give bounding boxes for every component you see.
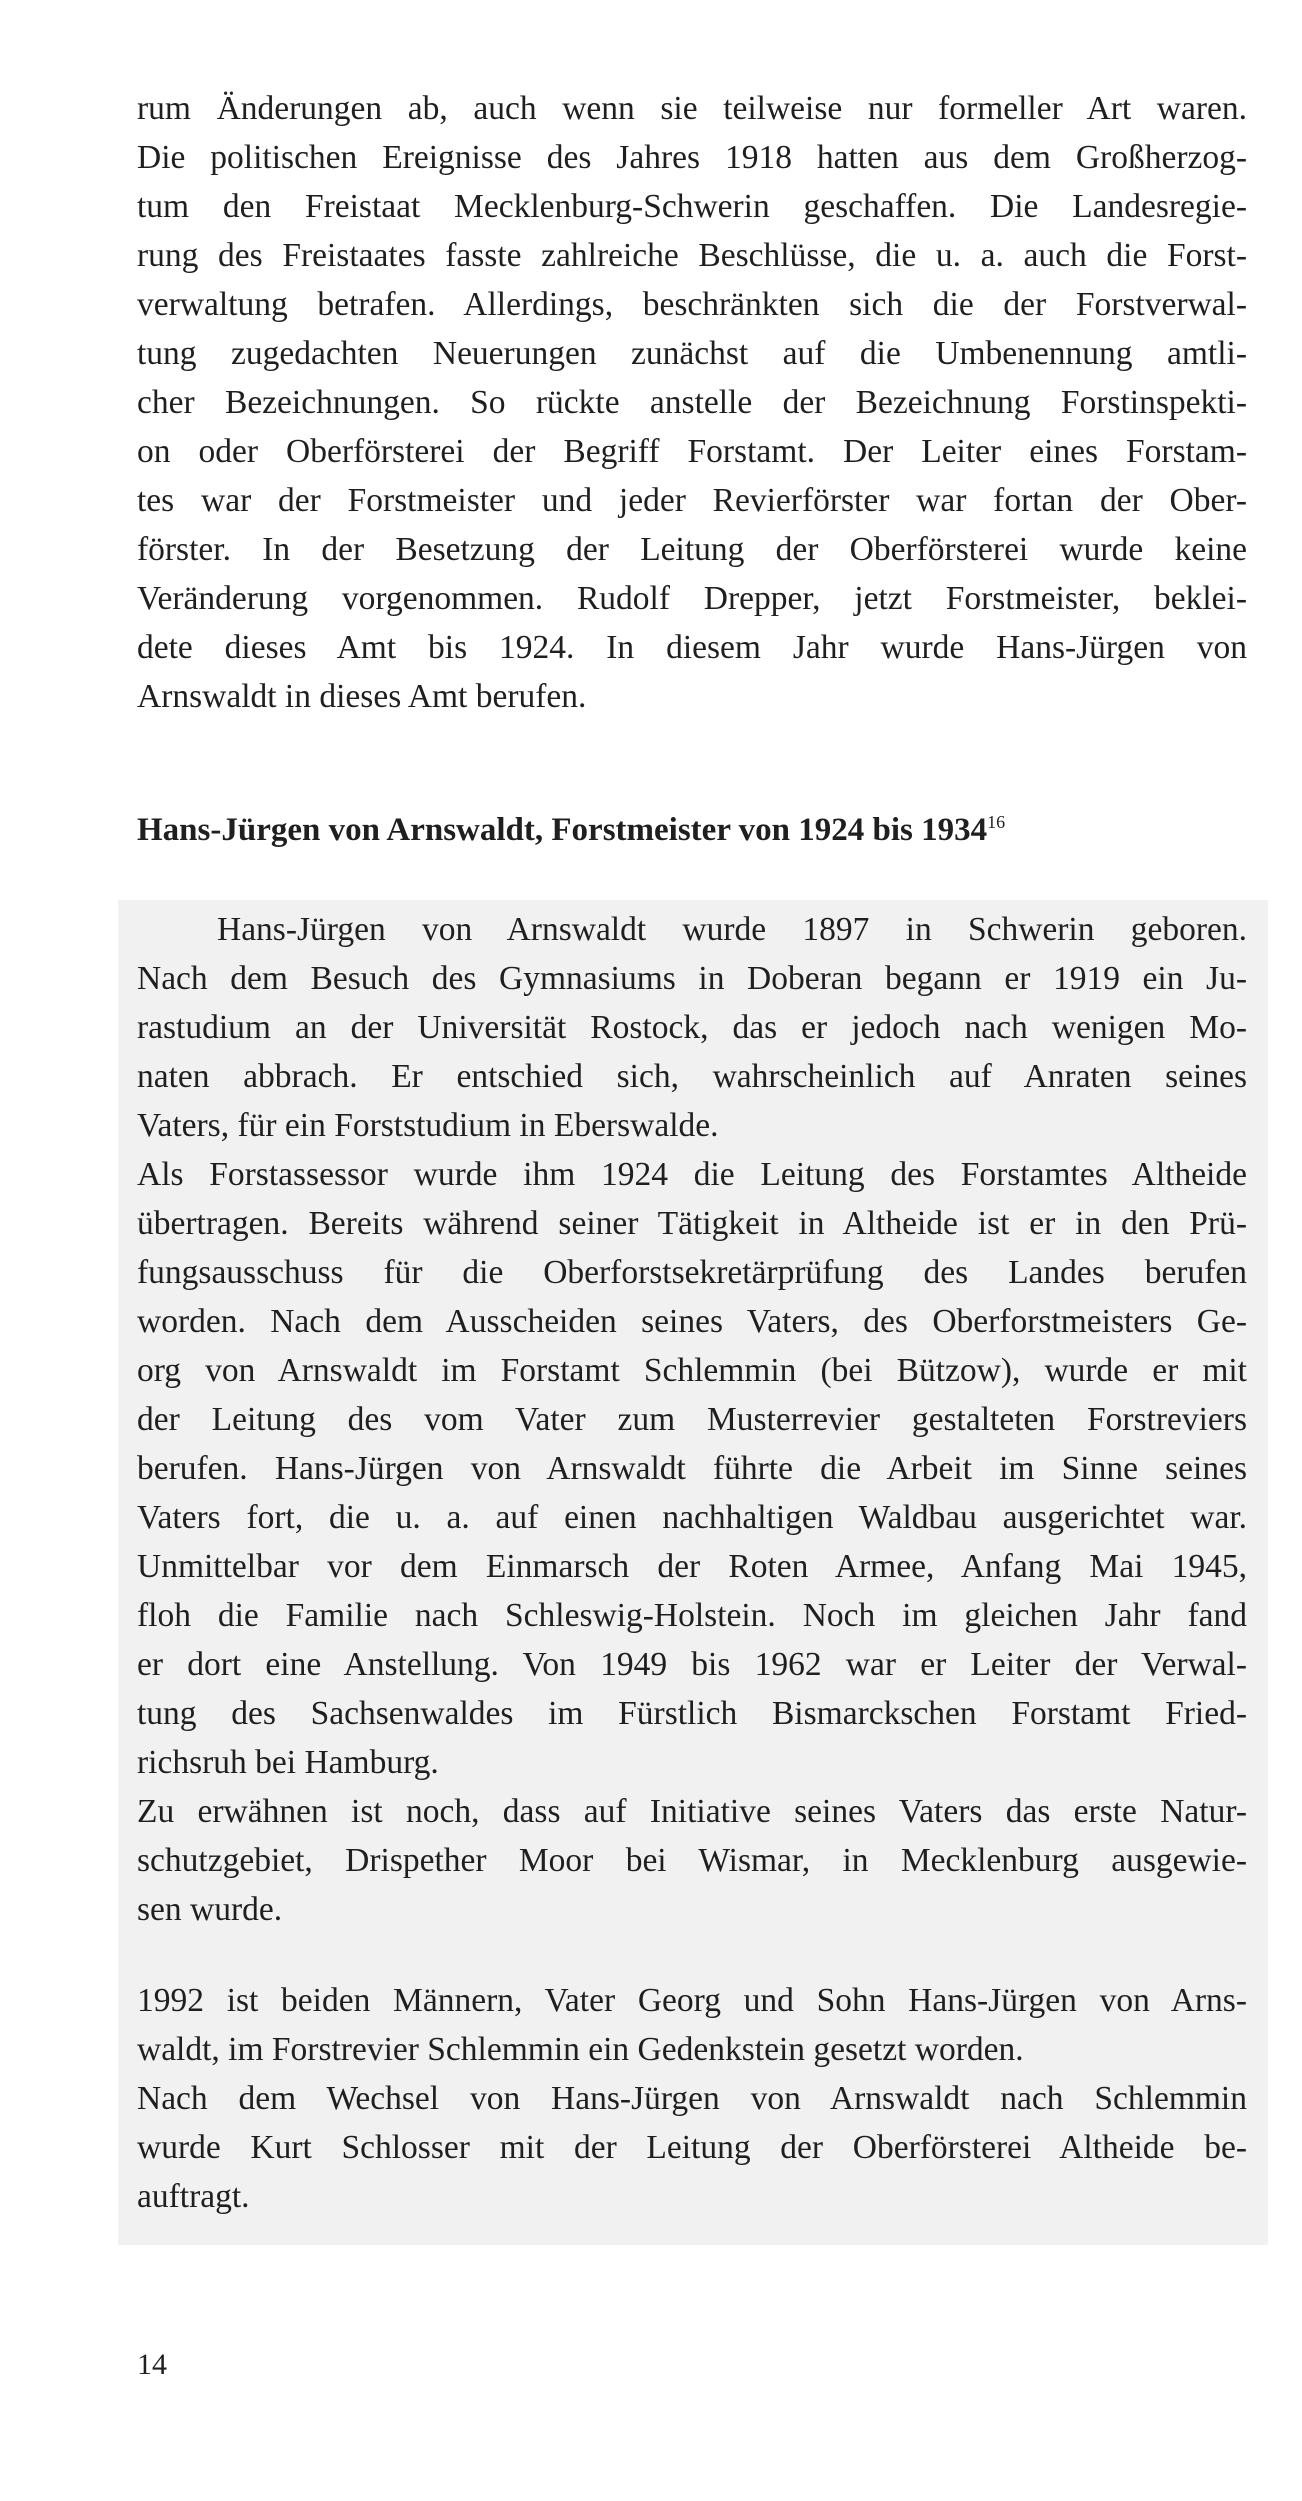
text-line: schutzgebiet, Drispether Moor bei Wismar, in Mecklenburg ausgewie- xyxy=(137,1842,1247,1879)
text-line: auftragt. xyxy=(137,2178,250,2215)
text-line: wurde Kurt Schlosser mit der Leitung der Oberförsterei Altheide be- xyxy=(137,2129,1247,2166)
text-line: rastudium an der Universität Rostock, das er jedoch nach wenigen Mo- xyxy=(137,1009,1247,1046)
text-line: sen wurde. xyxy=(137,1891,283,1928)
text-line: rum Änderungen ab, auch wenn sie teilweise nur formeller Art waren. xyxy=(137,90,1247,127)
text-line: Vaters, für ein Forststudium in Eberswalde. xyxy=(137,1107,719,1144)
section-heading xyxy=(137,808,1005,852)
text-line: richsruh bei Hamburg. xyxy=(137,1744,439,1781)
text-line: Veränderung vorgenommen. Rudolf Drepper, jetzt Forstmeister, beklei- xyxy=(137,580,1247,617)
text-line: Vaters fort, die u. a. auf einen nachhaltigen Waldbau ausgerichtet war. xyxy=(137,1499,1247,1536)
text-line: fungsausschuss für die Oberforstsekretärprüfung des Landes berufen xyxy=(137,1254,1247,1291)
text-line: worden. Nach dem Ausscheiden seines Vaters, des Oberforstmeisters Ge- xyxy=(137,1303,1247,1340)
text-line: naten abbrach. Er entschied sich, wahrscheinlich auf Anraten seines xyxy=(137,1058,1247,1095)
text-line: Zu erwähnen ist noch, dass auf Initiative seines Vaters das erste Natur- xyxy=(137,1793,1247,1830)
text-line: on oder Oberförsterei der Begriff Forstamt. Der Leiter eines Forstam- xyxy=(137,433,1247,470)
text-line: er dort eine Anstellung. Von 1949 bis 1962 war er Leiter der Verwal- xyxy=(137,1646,1247,1683)
text-line: förster. In der Besetzung der Leitung der Oberförsterei wurde keine xyxy=(137,531,1247,568)
text-line: waldt, im Forstrevier Schlemmin ein Gedenkstein gesetzt worden. xyxy=(137,2031,1024,2068)
text-line: Nach dem Wechsel von Hans-Jürgen von Arnswaldt nach Schlemmin xyxy=(137,2080,1247,2117)
text-line: tung zugedachten Neuerungen zunächst auf die Umbenennung amtli- xyxy=(137,335,1247,372)
text-line: rung des Freistaates fasste zahlreiche Beschlüsse, die u. a. auch die Forst- xyxy=(137,237,1247,274)
text-line: Nach dem Besuch des Gymnasiums in Doberan begann er 1919 ein Ju- xyxy=(137,960,1247,997)
page-number: 14 xyxy=(137,2348,167,2381)
biography-paragraph xyxy=(137,905,1247,1934)
text-line: tung des Sachsenwaldes im Fürstlich Bismarckschen Forstamt Fried- xyxy=(137,1695,1247,1732)
text-line: Unmittelbar vor dem Einmarsch der Roten Armee, Anfang Mai 1945, xyxy=(137,1548,1247,1585)
text-line: tum den Freistaat Mecklenburg-Schwerin geschaffen. Die Landesregie- xyxy=(137,188,1247,225)
memorial-paragraph xyxy=(137,1976,1247,2221)
text-line: verwaltung betrafen. Allerdings, beschränkten sich die der Forstverwal- xyxy=(137,286,1247,323)
text-line: cher Bezeichnungen. So rückte anstelle der Bezeichnung Forstinspekti- xyxy=(137,384,1247,421)
text-line: berufen. Hans-Jürgen von Arnswaldt führte die Arbeit im Sinne seines xyxy=(137,1450,1247,1487)
text-line: floh die Familie nach Schleswig-Holstein. Noch im gleichen Jahr fand xyxy=(137,1597,1247,1634)
text-line: tes war der Forstmeister und jeder Revierförster war fortan der Ober- xyxy=(137,482,1247,519)
intro-paragraph xyxy=(137,84,1247,721)
section-heading-text: Hans-Jürgen von Arnswaldt, Forstmeister von 1924 bis 1934 xyxy=(137,812,988,848)
text-line: Hans-Jürgen von Arnswaldt wurde 1897 in Schwerin geboren. xyxy=(217,911,1247,948)
text-line: dete dieses Amt bis 1924. In diesem Jahr wurde Hans-Jürgen von xyxy=(137,629,1247,666)
text-line: der Leitung des vom Vater zum Musterrevier gestalteten Forstreviers xyxy=(137,1401,1247,1438)
text-line: org von Arnswaldt im Forstamt Schlemmin (bei Bützow), wurde er mit xyxy=(137,1352,1247,1389)
text-line: Arnswaldt in dieses Amt berufen. xyxy=(137,678,587,715)
text-line: Als Forstassessor wurde ihm 1924 die Leitung des Forstamtes Altheide xyxy=(137,1156,1247,1193)
text-line: Die politischen Ereignisse des Jahres 1918 hatten aus dem Großherzog- xyxy=(137,139,1247,176)
text-line: 1992 ist beiden Männern, Vater Georg und Sohn Hans-Jürgen von Arns- xyxy=(137,1982,1247,2019)
text-line: übertragen. Bereits während seiner Tätigkeit in Altheide ist er in den Prü- xyxy=(137,1205,1247,1242)
footnote-reference: 16 xyxy=(987,812,1006,832)
